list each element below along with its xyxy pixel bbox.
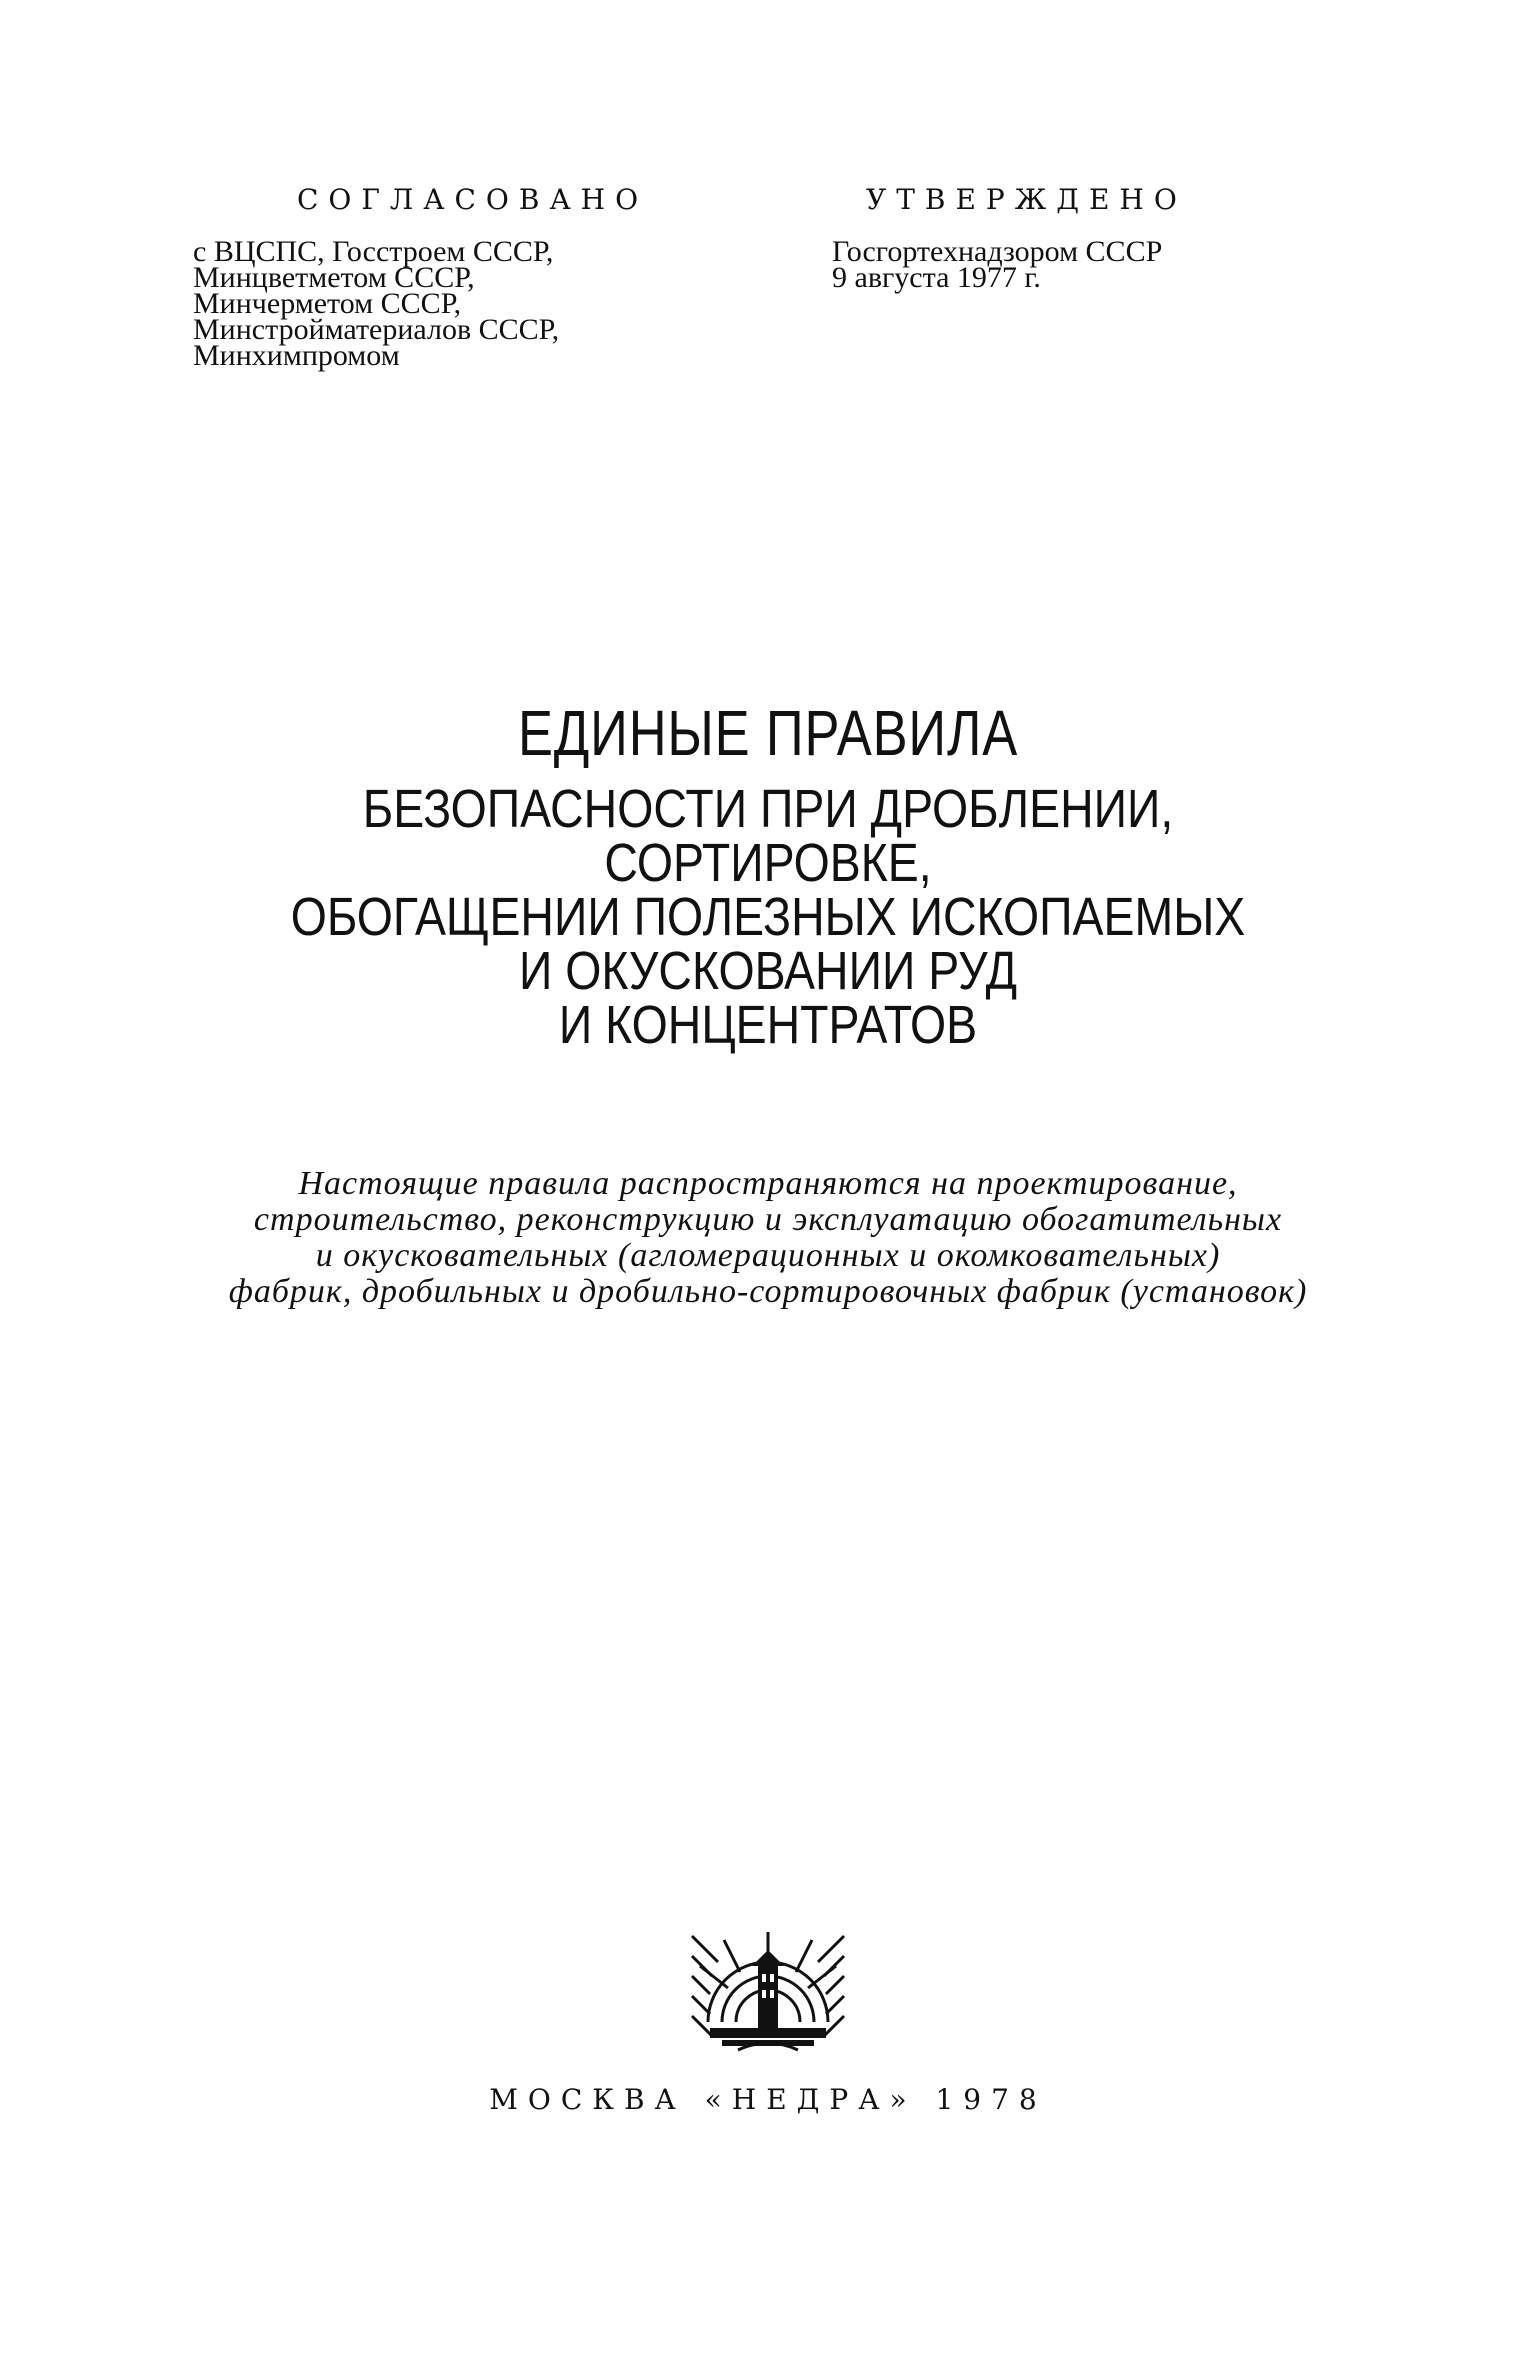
document-title [0,697,1536,1055]
approved-heading: УТВЕРЖДЕНО [866,183,1187,216]
main-title: ЕДИНЫЕ ПРАВИЛА [517,697,1019,769]
subtitle-line: СОРТИРОВКЕ, [604,833,932,893]
publisher-emblem-icon [688,1926,848,2058]
publisher-imprint: МОСКВА «НЕДРА» 1978 [489,2083,1047,2116]
agreed-heading: СОГЛАСОВАНО [297,183,649,216]
agreed-line: Минчерметом СССР, [193,287,462,320]
agreed-line: Минстройматериалов СССР, [193,313,560,346]
scope-line: строительство, реконструкцию и эксплуатацию обогатительных [253,1201,1283,1238]
approved-authority [832,235,1392,294]
approved-line: Госгортехнадзором СССР [832,235,1163,268]
agreed-line: с ВЦСПС, Госстроем СССР, [193,235,554,268]
scope-statement [0,1166,1536,1310]
agreed-line: Минцветметом СССР, [193,261,475,294]
approved-block [832,183,1392,294]
subtitle [0,779,1536,1055]
subtitle-line: И КОНЦЕНТРАТОВ [558,995,978,1055]
approved-line: 9 августа 1977 г. [832,261,1041,294]
scope-line: Настоящие правила распространяются на проектирование, [298,1165,1238,1202]
scope-line: фабрик, дробильных и дробильно-сортировочных фабрик (установок) [228,1273,1308,1310]
agreed-block [193,183,753,372]
agreed-line: Минхимпромом [193,339,400,372]
agreed-organizations [193,235,753,372]
subtitle-line: И ОКУСКОВАНИИ РУД [518,941,1018,1001]
subtitle-line: ОБОГАЩЕНИИ ПОЛЕЗНЫХ ИСКОПАЕМЫХ [290,887,1246,947]
subtitle-line: БЕЗОПАСНОСТИ ПРИ ДРОБЛЕНИИ, [362,779,1174,839]
scope-line: и окусковательных (агломерационных и окомковательных) [315,1237,1221,1274]
